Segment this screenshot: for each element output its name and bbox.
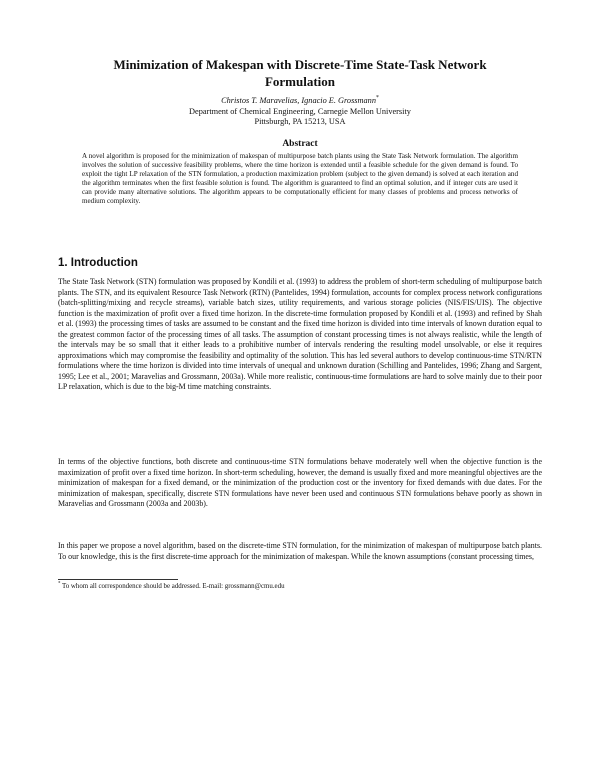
address: Pittsburgh, PA 15213, USA bbox=[254, 117, 346, 126]
footnote-text: To whom all correspondence should be addressed. E-mail: grossmann@cmu.edu bbox=[62, 583, 285, 590]
intro-paragraph-2: In terms of the objective functions, both discrete and continuous-time STN formulations behave moderately well when the objective function is the maximization of profit over a fixed time horizon. In short-term scheduling, however, the demand is usually fixed and more meaningful objectives are the minimization of makespan for a fixed demand, or the minimization of the production cost or the inventory for fixed demands with due dates. For the minimization of makespan, specifically, discrete STN formulations have never been used and continuous STN formulations behave poorly as shown in Maravelias and Grossmann (2003a and 2003b). bbox=[58, 457, 542, 509]
abstract-text: A novel algorithm is proposed for the minimization of makespan of multipurpose batch plants using the State Task Network formulation. The algorithm involves the solution of successive feasibility problems, where the time horizon is extended until a feasible schedule for the given demand is found. To exploit the tight LP relaxation of the STN formulation, a production maximization problem (subject to the given demand) is solved at each iteration and the algorithm terminates when the first feasible solution is found. The algorithm is guaranteed to find an optimal solution, and if integer cuts are used it can provide many alternative solutions. The algorithm appears to be computationally efficient for many classes of problems and process networks of medium complexity. bbox=[82, 152, 518, 206]
corresponding-author-mark: * bbox=[375, 95, 379, 102]
author-block bbox=[100, 96, 500, 128]
author-names-text: Christos T. Maravelias, Ignacio E. Grossmann bbox=[221, 96, 376, 105]
author-names bbox=[100, 96, 500, 107]
paper-title: Minimization of Makespan with Discrete-Time State-Task Network Formulation bbox=[113, 57, 487, 89]
section-heading-introduction: 1. Introduction bbox=[58, 257, 138, 269]
intro-paragraph-3: In this paper we propose a novel algorithm, based on the discrete-time STN formulation, for the minimization of makespan of multipurpose batch plants. To our knowledge, this is the first discrete-time approach for the minimization of makespan. While the known assumptions (constant processing times, bbox=[58, 541, 542, 561]
abstract-heading: Abstract bbox=[282, 139, 318, 149]
affiliation: Department of Chemical Engineering, Carnegie Mellon University bbox=[189, 106, 411, 116]
footnote-divider bbox=[58, 579, 178, 580]
intro-paragraph-1: The State Task Network (STN) formulation was proposed by Kondili et al. (1993) to address the problem of short-term scheduling of multipurpose batch plants. The STN, and its equivalent Resource Task Network (RTN) (Pantelides, 1994) formulation, accounts for complex process network configurations (batch-splitting/mixing and recycle streams), variable batch sizes, utility requirements, and various storage policies (NIS/FIS/UIS). The objective function is the maximization of profit over a fixed time horizon. In the discrete-time formulation proposed by Kondili et al. (1993) and refined by Shah et al. (1993) the processing times of tasks are assumed to be constant and the fixed time horizon is divided into time intervals of known duration equal to the greatest common factor of the processing times of all tasks. The assumption of constant processing times is not always realistic, while the length of the intervals may be so small that it either leads to a prohibitive number of intervals rendering the resulting model unsolvable, or else it requires approximations which may compromise the feasibility and optimality of the solution. This has led several authors to develop continuous-time STN/RTN formulations where the time horizon is divided into time intervals of unequal and unknown duration (Schilling and Pantelides, 1996; Zhang and Sargent, 1995; Lee et al., 2001; Maravelias and Grossmann, 2003a). While more realistic, continuous-time formulations are hard to solve mainly due to their poor LP relaxation, which is due to the big-M time matching constraints. bbox=[58, 277, 542, 392]
footnote-mark: * bbox=[58, 581, 61, 587]
footnote bbox=[58, 582, 542, 591]
